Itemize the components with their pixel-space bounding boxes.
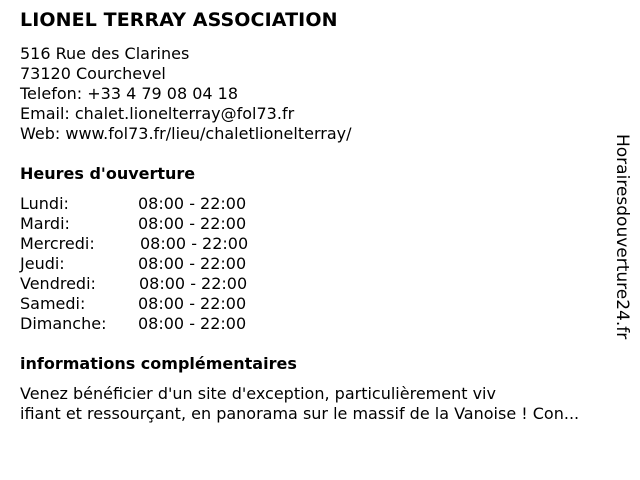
day-label: Dimanche: [20,314,107,333]
hours-row-tuesday [20,214,280,234]
site-watermark: Horairesdouverture24.fr [612,134,632,340]
day-label: Samedi: [20,294,86,313]
time-range: 08:00 - 22:00 [140,234,249,253]
day-label: Mardi: [20,214,70,233]
hours-row-sunday [20,314,280,334]
opening-hours-heading: Heures d'ouverture [20,164,196,183]
hours-row-saturday [20,294,280,314]
time-range: 08:00 - 22:00 [138,194,247,213]
time-range: 08:00 - 22:00 [139,274,248,293]
hours-row-monday [20,194,280,214]
opening-hours-table [20,194,280,334]
street-address: 516 Rue des Clarines [20,44,190,63]
time-range: 08:00 - 22:00 [138,314,247,333]
additional-info-heading: informations complémentaires [20,354,297,373]
phone-number: Telefon: +33 4 79 08 04 18 [20,84,239,103]
time-range: 08:00 - 22:00 [138,254,247,273]
time-range: 08:00 - 22:00 [138,294,247,313]
time-range: 08:00 - 22:00 [138,214,247,233]
hours-row-thursday [20,254,280,274]
hours-row-friday [20,274,280,294]
day-label: Vendredi: [20,274,96,293]
day-label: Jeudi: [20,254,65,273]
additional-info-text [20,384,579,424]
info-line-1: Venez bénéficier d'un site d'exception, particulièrement viv [20,384,496,403]
day-label: Mercredi: [20,234,95,253]
website-url: Web: www.fol73.fr/lieu/chaletlionelterray/ [20,124,352,143]
email-address: Email: chalet.lionelterray@fol73.fr [20,104,295,123]
info-line-2: ifiant et ressourçant, en panorama sur le massif de la Vanoise ! Con... [20,404,580,423]
city-postal: 73120 Courchevel [20,64,166,83]
day-label: Lundi: [20,194,69,213]
hours-row-wednesday [20,234,280,254]
address-block [20,44,351,144]
business-title: LIONEL TERRAY ASSOCIATION [20,9,338,31]
